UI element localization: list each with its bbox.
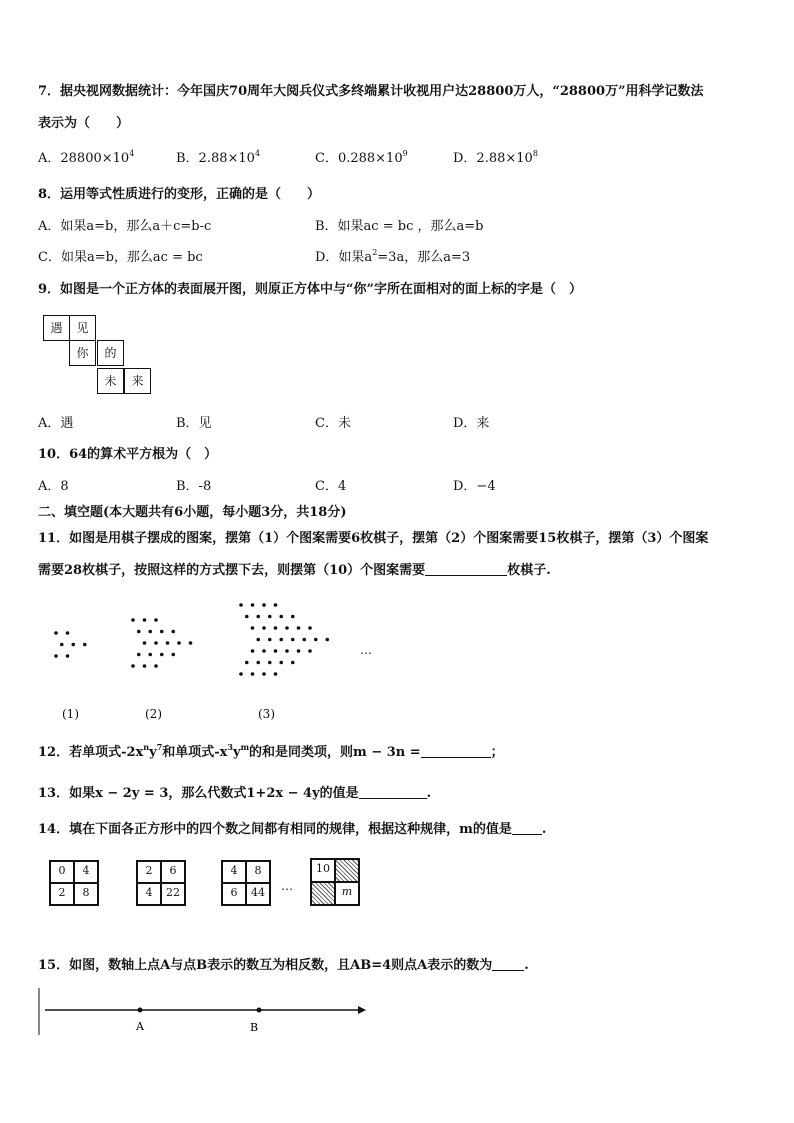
q7-stem-line2: 表示为（ ） <box>38 116 130 131</box>
q8-stem: 8．运用等式性质进行的变形，正确的是（ ） <box>38 187 321 202</box>
chess-piece-dot <box>160 653 164 657</box>
chess-piece-dot <box>148 653 152 657</box>
number-grid-1 <box>49 860 99 906</box>
number-grid-2 <box>136 860 186 906</box>
cube-face-4: 的 <box>97 340 124 366</box>
cube-face-5: 未 <box>97 368 124 394</box>
q14-stem: 14．填在下面各正方形中的四个数之间都有相同的规律，根据这种规律，m的值是 . <box>38 822 547 837</box>
chess-piece-dot <box>143 618 147 622</box>
chess-piece-dot <box>160 630 164 634</box>
grid-2-cell: 6 <box>161 861 185 883</box>
chess-piece-dot <box>325 638 329 642</box>
cube-face-6: 来 <box>124 368 151 394</box>
point-b <box>257 1008 262 1013</box>
q8-option-a: A．如果a=b，那么a＋c=b-c <box>38 219 212 234</box>
chess-piece-dot <box>137 630 141 634</box>
number-grid-3 <box>221 860 271 906</box>
q13-answer-blank[interactable] <box>359 786 427 799</box>
chess-piece-dot <box>268 615 272 619</box>
q10-option-a: A．8 <box>38 479 69 494</box>
chess-piece-dot <box>54 654 58 658</box>
chess-piece-dot <box>251 649 255 653</box>
chess-piece-dot <box>262 672 266 676</box>
chess-piece-dot <box>308 626 312 630</box>
pattern-caption-2: (2) <box>145 707 162 721</box>
chess-piece-dot <box>189 641 193 645</box>
chess-piece-dot <box>302 638 306 642</box>
chess-piece-dot <box>166 641 170 645</box>
chess-piece-dot <box>274 672 278 676</box>
chess-piece-dot <box>274 626 278 630</box>
chess-piece-dot <box>54 631 58 635</box>
q12-answer-blank[interactable] <box>421 745 491 758</box>
q7-option-b: B．$2.88\times 10^4$ <box>176 149 261 166</box>
q10-stem: 10．64的算术平方根为（ ） <box>38 447 218 462</box>
chess-piece-dot <box>314 638 318 642</box>
chess-piece-dot <box>154 641 158 645</box>
chess-piece-dot <box>297 649 301 653</box>
chess-piece-dot <box>143 664 147 668</box>
number-line-figure <box>30 985 380 1040</box>
grid-4-cell: m <box>335 882 359 905</box>
chess-piece-dot <box>83 643 87 647</box>
q8-option-d: D．如果$a^2=3a$，那么a=3 <box>315 248 471 265</box>
q7-option-d: D．$2.88\times 10^8$ <box>453 149 538 166</box>
chess-piece-dot <box>297 626 301 630</box>
chess-piece-dot <box>177 641 181 645</box>
cube-face-1: 遇 <box>43 315 70 341</box>
chess-piece-dot <box>66 654 70 658</box>
q10-option-c: C．4 <box>315 479 347 494</box>
q8-option-b: B．如果ac = bc ，那么a=b <box>315 219 484 234</box>
chess-piece-dot <box>171 630 175 634</box>
chess-piece-dot <box>268 638 272 642</box>
chess-piece-dot <box>60 643 64 647</box>
chess-piece-dot <box>262 649 266 653</box>
chess-piece-dot <box>291 661 295 665</box>
q7-option-a: A．$28800\times 10^4$ <box>38 149 135 166</box>
chess-piece-dot <box>279 638 283 642</box>
grid-1-cell: 0 <box>50 861 74 883</box>
chess-piece-dot <box>279 615 283 619</box>
point-a-label: A <box>136 1020 144 1033</box>
q13-stem: 13．如果x − 2y = 3，那么代数式1+2x − 4y的值是 . <box>38 786 432 801</box>
q15-stem: 15．如图，数轴上点A与点B表示的数互为相反数，且AB=4则点A表示的数为 . <box>38 958 529 973</box>
grid-4-hatched-cell <box>311 882 335 905</box>
chess-pattern-figure <box>0 590 400 730</box>
grid-3-cell: 4 <box>222 861 246 883</box>
chess-piece-dot <box>131 618 135 622</box>
grid-3-cell: 6 <box>222 883 246 905</box>
chess-piece-dot <box>131 664 135 668</box>
grid-4-cell: 10 <box>311 859 335 882</box>
q7-stem-line1: 7．据央视网数据统计：今年国庆70周年大阅兵仪式多终端累计收视用户达28800万人，“28800万”用科学记数法 <box>38 84 704 99</box>
cube-face-3: 你 <box>69 340 96 366</box>
q9-option-b: B．见 <box>176 416 212 431</box>
q10-option-d: D．−4 <box>453 479 496 494</box>
q9-stem: 9．如图是一个正方体的表面展开图，则原正方体中与“你”字所在面相对的面上标的字是（ ） <box>38 282 583 297</box>
pattern-caption-1: (1) <box>62 707 79 721</box>
chess-piece-dot <box>279 661 283 665</box>
chess-piece-dot <box>285 649 289 653</box>
grid-3-cell: 44 <box>246 883 270 905</box>
chess-piece-dot <box>291 615 295 619</box>
chess-piece-dot <box>285 626 289 630</box>
chess-piece-dot <box>71 643 75 647</box>
chess-piece-dot <box>262 626 266 630</box>
q8-option-c: C．如果a=b，那么ac = bc <box>38 250 203 265</box>
q9-option-c: C．未 <box>315 416 351 431</box>
chess-piece-dot <box>171 653 175 657</box>
section-heading-fill-in: 二、填空题(本大题共有6小题，每小题3分，共18分) <box>38 505 347 520</box>
grid-1-cell: 4 <box>74 861 98 883</box>
point-a <box>138 1008 143 1013</box>
chess-piece-dot <box>251 672 255 676</box>
q10-option-b: B．-8 <box>176 479 212 494</box>
chess-piece-dot <box>251 626 255 630</box>
grid-2-cell: 2 <box>137 861 161 883</box>
grid-2-cell: 4 <box>137 883 161 905</box>
pattern-caption-3: (3) <box>258 707 275 721</box>
grid-1-cell: 2 <box>50 883 74 905</box>
chess-piece-dot <box>245 661 249 665</box>
chess-piece-dot <box>262 603 266 607</box>
chess-piece-dot <box>268 661 272 665</box>
q14-answer-blank[interactable] <box>512 822 542 835</box>
chess-piece-dot <box>239 603 243 607</box>
q11-stem-line1: 11．如图是用棋子摆成的图案，摆第（1）个图案需要6枚棋子，摆第（2）个图案需要15枚棋子，摆第（3）个图案 <box>38 531 709 546</box>
chess-piece-dot <box>137 653 141 657</box>
grid-3-cell: 8 <box>246 861 270 883</box>
chess-piece-dot <box>154 618 158 622</box>
q9-option-d: D．来 <box>453 416 490 431</box>
grid-4-hatched-cell <box>335 859 359 882</box>
chess-piece-dot <box>256 615 260 619</box>
q11-stem-line2: 需要28枚棋子，按照这样的方式摆下去，则摆第（10）个图案需要 枚棋子. <box>38 563 551 578</box>
chess-piece-dot <box>274 649 278 653</box>
chess-piece-dot <box>154 664 158 668</box>
chess-piece-dot <box>143 641 147 645</box>
chess-piece-dot <box>66 631 70 635</box>
chess-piece-dot <box>256 638 260 642</box>
chess-piece-dot <box>308 649 312 653</box>
grid-2-cell: 22 <box>161 883 185 905</box>
q7-option-c: C．$0.288\times 10^9$ <box>315 149 408 166</box>
chess-piece-dot <box>239 672 243 676</box>
q12-stem: 12．若单项式$-2x^ny^7$和单项式$-x^3y^m$的和是同类项，则m − 3n = ； <box>38 742 504 760</box>
number-grid-4 <box>310 858 360 906</box>
q11-answer-blank[interactable] <box>425 563 507 576</box>
grid-ellipsis: … <box>281 879 293 893</box>
chess-piece-dot <box>291 638 295 642</box>
chess-piece-dot <box>148 630 152 634</box>
chess-piece-dot <box>256 661 260 665</box>
pattern-ellipsis: … <box>360 643 372 657</box>
q15-answer-blank[interactable] <box>492 958 524 971</box>
chess-piece-dot <box>274 603 278 607</box>
point-b-label: B <box>250 1021 259 1034</box>
chess-piece-dot <box>245 615 249 619</box>
chess-piece-dot <box>251 603 255 607</box>
q9-option-a: A．遇 <box>38 416 74 431</box>
cube-face-2: 见 <box>69 315 96 341</box>
number-line-arrow-icon <box>358 1006 366 1014</box>
grid-1-cell: 8 <box>74 883 98 905</box>
